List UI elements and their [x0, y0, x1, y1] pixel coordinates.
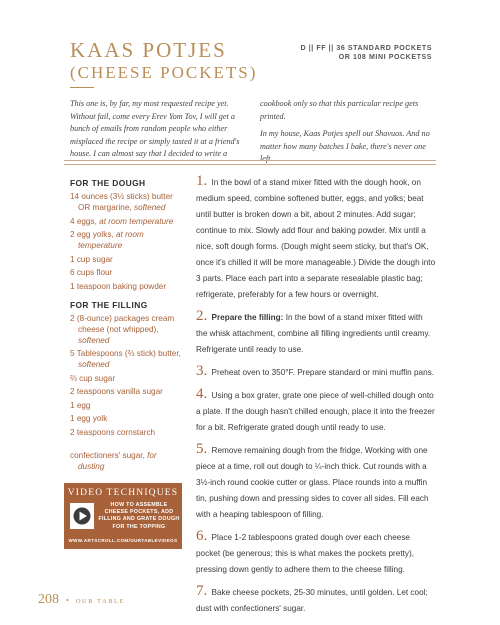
- book-title-label: OUR TABLE: [75, 598, 125, 605]
- instruction-step: 5. Remove remaining dough from the fridge. Working with one piece at a time, roll out dough to ¼-inch thick. Cut rounds with a 3½-inch round cookie cutter or glass. Place rounds into a muffin tin, pushing down and pressing sides to cover all sides. Fill each with a heaping tablespoon of filling.: [196, 441, 429, 519]
- intro-paragraph: cookbook only so that this particular recipe gets printed.: [260, 99, 419, 121]
- page-footer: [38, 590, 125, 608]
- recipe-yield-line2: OR 108 MINI POCKETSS: [338, 54, 432, 61]
- ingredient-item: 2 teaspoons vanilla sugar: [70, 387, 163, 396]
- section-divider: [64, 160, 436, 161]
- step-number: 5.: [196, 441, 208, 457]
- video-description: HOW TO ASSEMBLE CHEESE POCKETS, ADD FILLING AND GRATE DOUGH FOR THE TOPPING: [98, 502, 180, 530]
- recipe-yield: [232, 44, 432, 62]
- ingredient-item: 5 Tablespoons (⅔ stick) butter, softened: [70, 349, 181, 369]
- section-divider: [64, 164, 436, 165]
- ingredient-item: ⅔ cup sugar: [70, 373, 116, 383]
- step-number: 3.: [196, 363, 208, 379]
- ingredient-item: 2 egg yolks, at room temperature: [70, 230, 144, 250]
- intro-paragraph: In my house, Kaas Potjes spell out Shavuos. And no matter how many batches I bake, there's never one left.: [260, 129, 430, 163]
- dough-heading: FOR THE DOUGH: [70, 178, 146, 188]
- recipe-title: [70, 40, 257, 81]
- page-number: 208: [38, 592, 59, 607]
- step-number: 4.: [196, 386, 208, 402]
- instruction-step: 6. Place 1-2 tablespoons grated dough over each cheese pocket (be generous; this is what makes the pockets pretty), pressing down gently to adhere them to the cheese filling.: [196, 528, 414, 574]
- step-number: 1.: [196, 173, 208, 189]
- ingredients-column: [70, 178, 182, 474]
- ingredient-item: 6 cups flour: [70, 268, 113, 277]
- step-number: 6.: [196, 528, 208, 544]
- ingredient-item: 1 egg: [70, 400, 91, 410]
- instruction-step: 4. Using a box grater, grate one piece of well-chilled dough onto a plate. If the dough hasn't chilled enough, place it into the freezer for a bit. Refrigerate grated dough until ready to use.: [196, 386, 435, 432]
- play-icon: [70, 503, 94, 529]
- intro-left-column: [70, 98, 248, 166]
- instruction-step: 3. Preheat oven to 350°F. Prepare standard or mini muffin pans.: [196, 363, 435, 379]
- topping-item: confectioners' sugar, for dusting: [70, 450, 157, 471]
- ingredient-item: 1 teaspoon baking powder: [70, 281, 167, 291]
- instructions-column: [196, 174, 436, 623]
- ingredient-item: 2 teaspoons cornstarch: [70, 427, 156, 437]
- video-url-link[interactable]: WWW.ARTSCROLL.COM/OURTABLEVIDEOS: [68, 538, 178, 543]
- instruction-step: 2. Prepare the filling: In the bowl of a stand mixer fitted with the whisk attachment, combine all filling ingredients until creamy. Refrigerate until ready to use.: [196, 308, 431, 354]
- instruction-step: 7. Bake cheese pockets, 25-30 minutes, until golden. Let cool; dust with confectioners' sugar.: [196, 583, 428, 613]
- recipe-title-line1: KAAS POTJES: [70, 38, 227, 62]
- ingredient-item: 1 cup sugar: [70, 254, 113, 264]
- footer-bullet: •: [66, 596, 69, 605]
- instruction-step: 1. In the bowl of a stand mixer fitted with the dough hook, on medium speed, combine softened butter, eggs, and yolks; beat until butter is broken down a bit, about 2 minutes. Add sugar; continue to mix. Slowly add flour and baking powder. Mix until a nice, soft dough forms. (Dough might seem sticky, but that's OK, once it's chilled it will be more manageable.) Divide the dough into 3 parts. Place each part into a separate resealable plastic bag; refrigerate, preferably for a few hours or overnight.: [196, 173, 436, 299]
- video-title: VIDEO TECHNIQUES: [67, 488, 179, 498]
- step-number: 7.: [196, 583, 208, 599]
- step-number: 2.: [196, 308, 208, 324]
- title-rule: [70, 87, 94, 88]
- ingredient-item: 1 egg yolk: [70, 414, 108, 423]
- ingredient-item: 14 ounces (3½ sticks) butter OR margarine, softened: [70, 192, 173, 212]
- filling-heading: FOR THE FILLING: [70, 299, 148, 310]
- intro-paragraph: This one is, by far, my most requested recipe yet. Without fail, come every Erev Yom Tov, I will get a bunch of emails from random people who either misplaced the recipe or simply tasted it at a friend's house. I can almost say that I decided to write a: [70, 99, 240, 158]
- ingredient-item: 4 eggs, at room temperature: [70, 216, 174, 226]
- video-techniques-box[interactable]: [64, 483, 182, 549]
- ingredient-item: 2 (8-ounce) packages cream cheese (not whipped), softened: [70, 313, 175, 345]
- recipe-yield-line1: D || FF || 36 STANDARD POCKETS: [300, 45, 432, 52]
- recipe-title-line2: (CHEESE POCKETS): [70, 63, 258, 82]
